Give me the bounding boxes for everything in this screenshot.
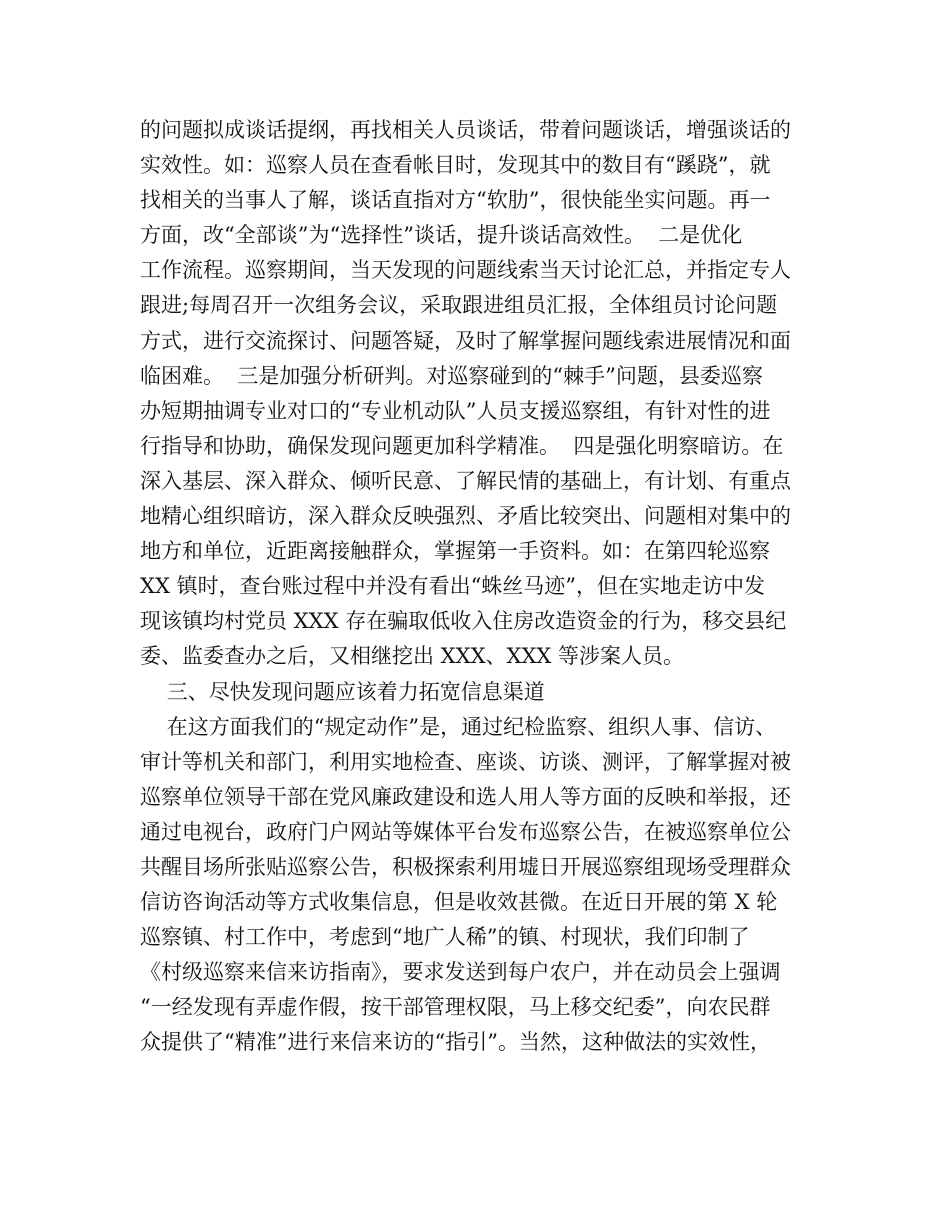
text-line: 办短期抽调专业对口的“专业机动队”人员支援巡察组，有针对性的进 xyxy=(140,398,771,423)
text-line: 找相关的当事人了解，谈话直指对方“软肋”，很快能坐实问题。再一 xyxy=(140,188,771,213)
body-text xyxy=(140,113,820,1061)
text-line: 通过电视台，政府门户网站等媒体平台发布巡察公告，在被巡察单位公 xyxy=(140,819,791,844)
text-line: 共醒目场所张贴巡察公告，积极探索利用墟日开展巡察组现场受理群众 xyxy=(140,854,791,879)
text-line: 现该镇均村党员 XXX 存在骗取低收入住房改造资金的行为，移交县纪 xyxy=(140,609,787,634)
section-heading: 三、尽快发现问题应该着力拓宽信息渠道 xyxy=(140,679,545,704)
text-line: 巡察单位领导干部在党风廉政建设和选人用人等方面的反映和举报，还 xyxy=(140,784,791,809)
text-line: 在这方面我们的“规定动作”是，通过纪检监察、组织人事、信访、 xyxy=(140,714,777,739)
text-line: 临困难。 三是加强分析研判。对巡察碰到的“棘手”问题，县委巡察 xyxy=(140,363,763,388)
text-line: 《村级巡察来信来访指南》，要求发送到每户农户，并在动员会上强调 xyxy=(140,960,781,985)
text-line: 深入基层、深入群众、倾听民意、了解民情的基础上，有计划、有重点 xyxy=(140,468,791,493)
text-line: 巡察镇、村工作中，考虑到“地广人稀”的镇、村现状，我们印制了 xyxy=(140,925,750,950)
text-line: 工作流程。巡察期间，当天发现的问题线索当天讨论汇总，并指定专人 xyxy=(140,258,791,283)
text-line: 众提供了“精准”进行来信来访的“指引”。当然，这种做法的实效性， xyxy=(140,1030,771,1055)
text-line: 方面，改“全部谈”为“选择性”谈话，提升谈话高效性。 二是优化 xyxy=(140,223,743,248)
text-line: XX 镇时，查台账过程中并没有看出“蛛丝马迹”，但在实地走访中发 xyxy=(140,574,766,599)
text-line: 地方和单位，近距离接触群众，掌握第一手资料。如：在第四轮巡察 xyxy=(140,539,770,564)
text-line: 的问题拟成谈话提纲，再找相关人员谈话，带着问题谈话，增强谈话的 xyxy=(140,118,791,142)
text-line: 信访咨询活动等方式收集信息，但是收效甚微。在近日开展的第 X 轮 xyxy=(140,890,778,915)
text-line: 方式，进行交流探讨、问题答疑，及时了解掌握问题线索进展情况和面 xyxy=(140,328,791,353)
text-line: 实效性。如：巡察人员在查看帐目时，发现其中的数目有“蹊跷”，就 xyxy=(140,153,771,178)
text-line: “一经发现有弄虚作假，按干部管理权限，马上移交纪委”，向农民群 xyxy=(140,995,771,1020)
text-line: 审计等机关和部门，利用实地检查、座谈、访谈、测评，了解掌握对被 xyxy=(140,749,791,774)
text-line: 地精心组织暗访，深入群众反映强烈、矛盾比较突出、问题相对集中的 xyxy=(140,504,791,529)
text-line: 跟进;每周召开一次组务会议，采取跟进组员汇报，全体组员讨论问题 xyxy=(140,293,778,318)
text-line: 委、监委查办之后，又相继挖出 XXX、XXX 等涉案人员。 xyxy=(140,644,685,669)
text-line: 行指导和协助，确保发现问题更加科学精准。 四是强化明察暗访。在 xyxy=(140,433,784,458)
